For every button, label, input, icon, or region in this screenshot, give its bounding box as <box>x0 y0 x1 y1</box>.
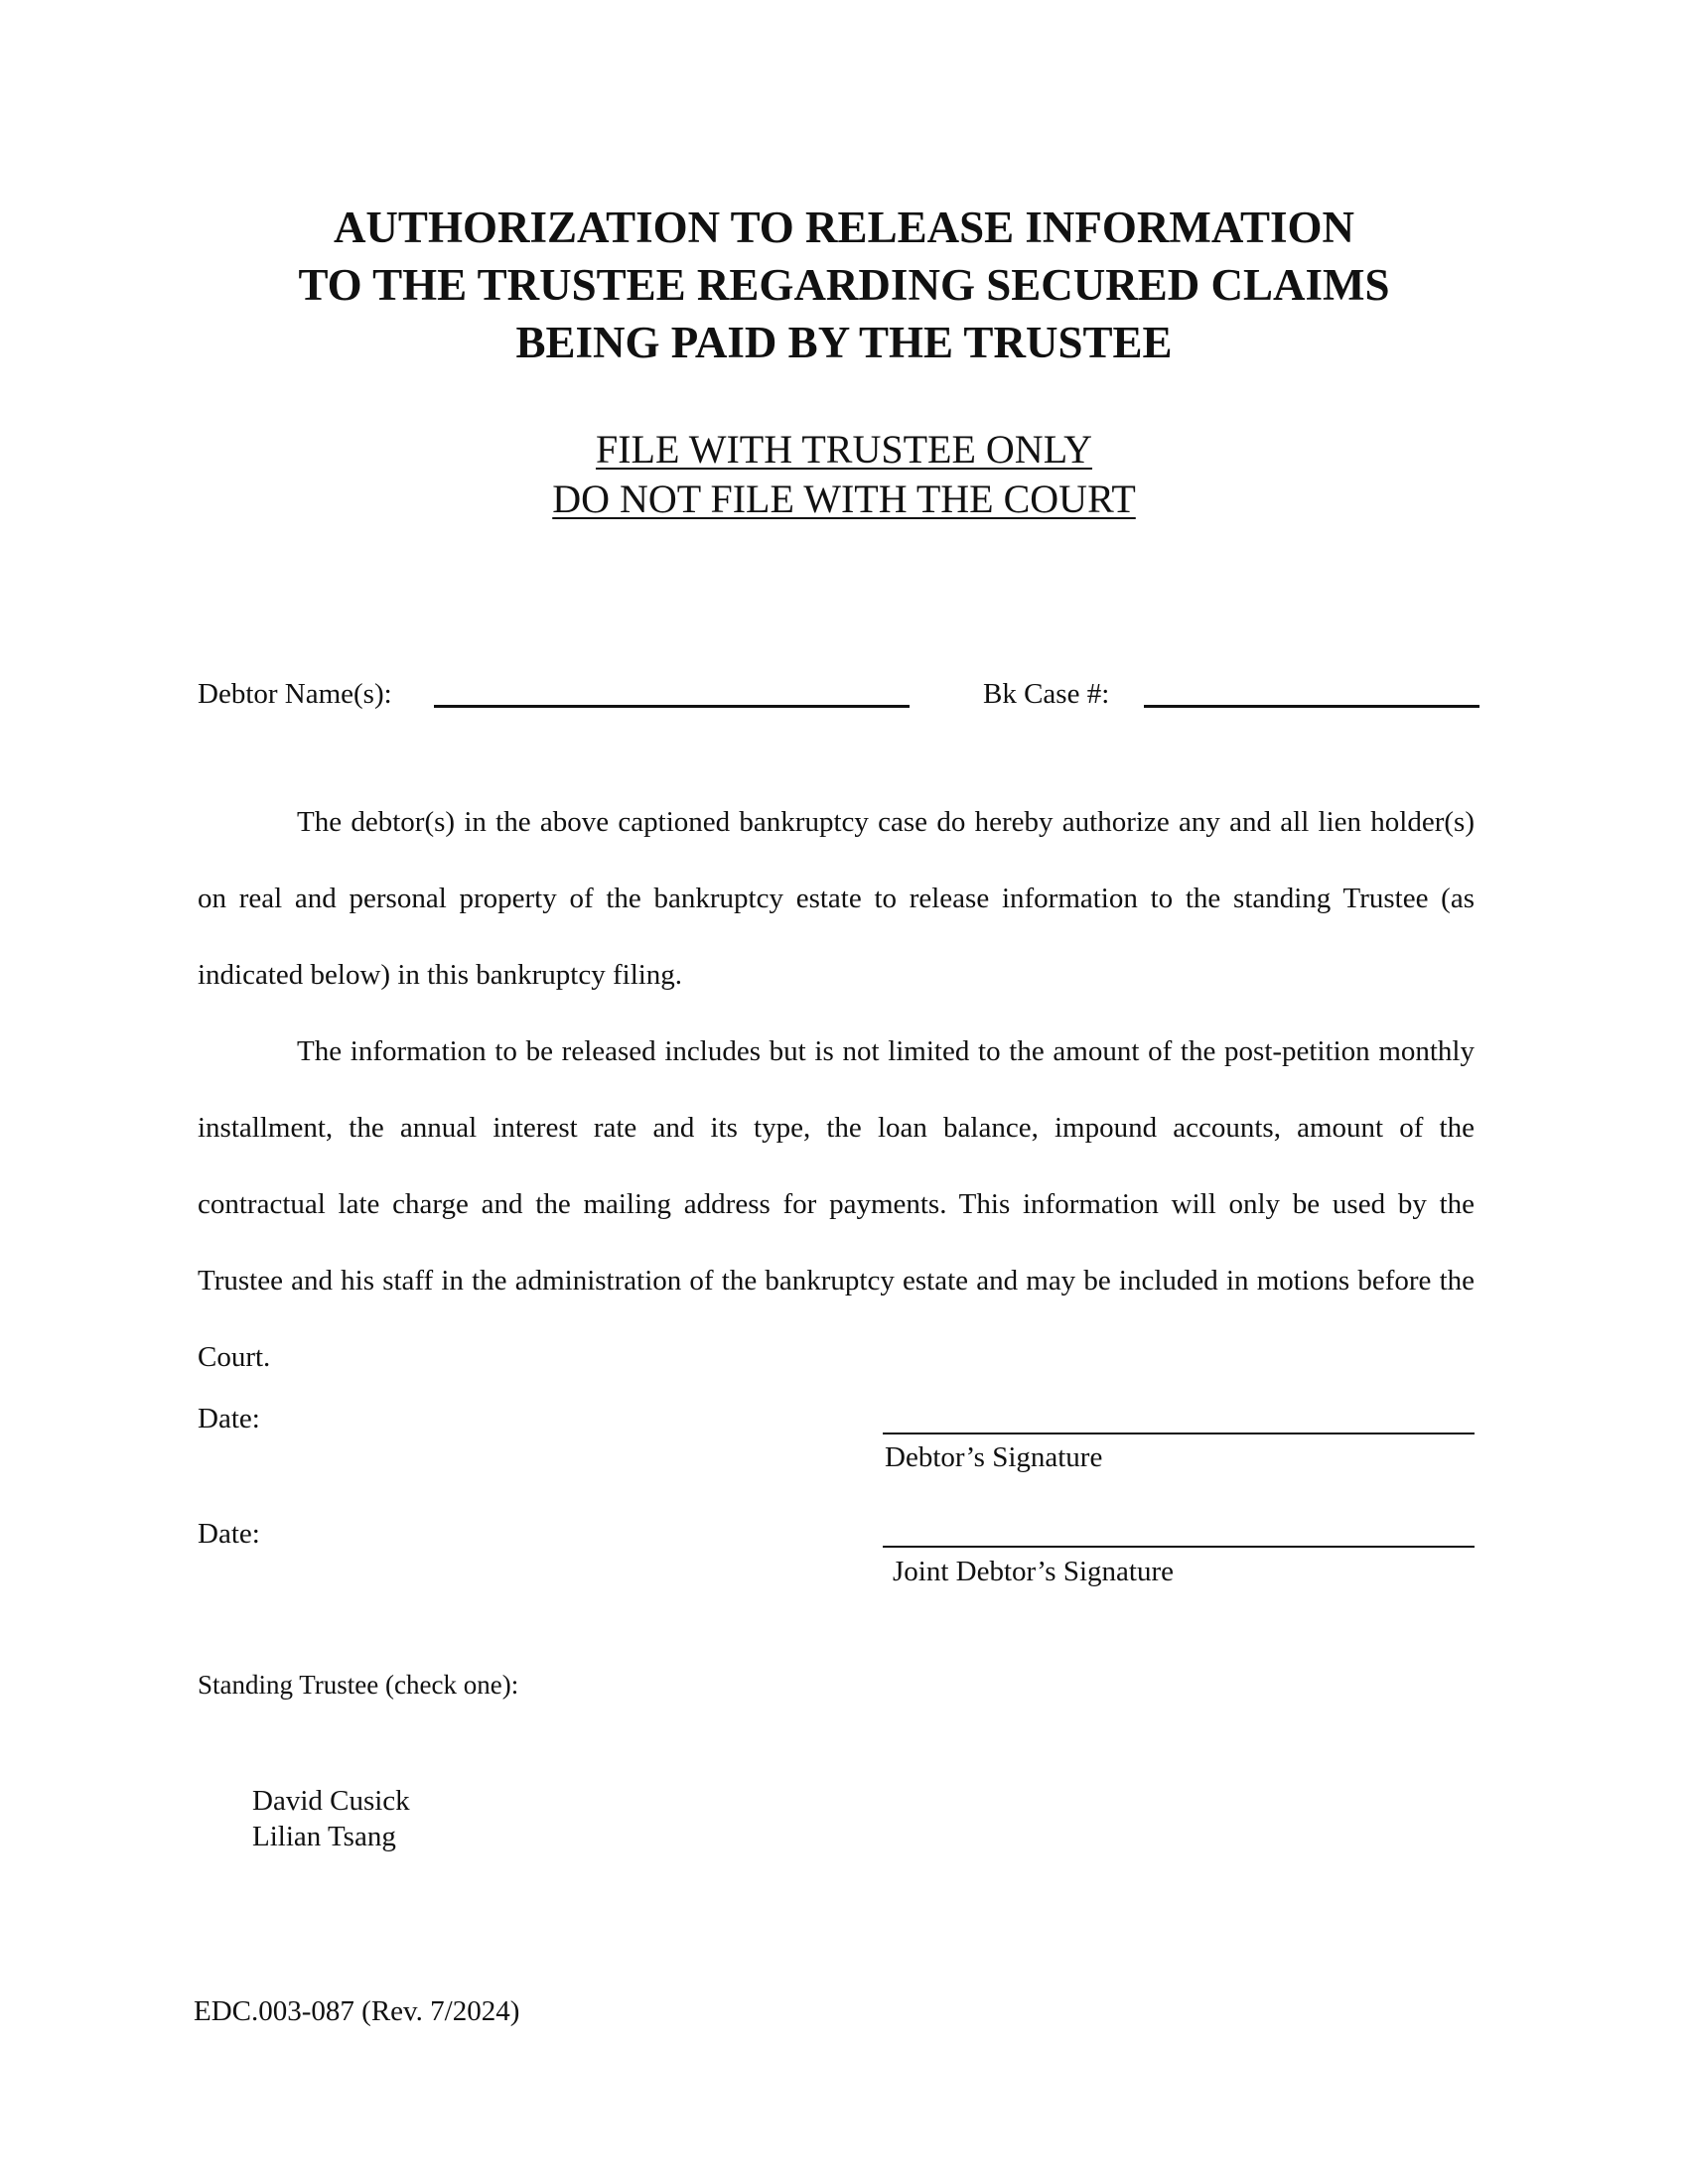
form-number: EDC.003-087 (Rev. 7/2024) <box>194 1995 520 2027</box>
case-number-label: Bk Case #: <box>983 678 1110 710</box>
title-line: BEING PAID BY THE TRUSTEE <box>515 318 1173 367</box>
debtor-name-field[interactable] <box>434 705 910 708</box>
subtitle-line: DO NOT FILE WITH THE COURT <box>552 477 1136 521</box>
authorization-text <box>198 784 1475 1396</box>
joint-debtor-signature-label: Joint Debtor’s Signature <box>893 1556 1174 1587</box>
debtor-signature-label: Debtor’s Signature <box>885 1441 1103 1473</box>
trustee-option-david-cusick[interactable]: David Cusick <box>252 1785 410 1817</box>
case-number-field[interactable] <box>1144 705 1479 708</box>
joint-debtor-signature-field[interactable] <box>883 1546 1475 1548</box>
filing-instructions <box>0 425 1688 524</box>
date-label: Date: <box>198 1403 260 1434</box>
title-line: AUTHORIZATION TO RELEASE INFORMATION <box>333 203 1355 252</box>
title-line: TO THE TRUSTEE REGARDING SECURED CLAIMS <box>298 260 1390 310</box>
date-label: Date: <box>198 1518 260 1550</box>
standing-trustee-label: Standing Trustee (check one): <box>198 1670 519 1700</box>
form-title <box>0 199 1688 371</box>
debtor-name-label: Debtor Name(s): <box>198 678 392 710</box>
subtitle-line: FILE WITH TRUSTEE ONLY <box>595 427 1093 472</box>
paragraph: The debtor(s) in the above captioned bankruptcy case do hereby authorize any and all lien holder(s) on real and personal property of the bankruptcy estate to release information to the standing Trustee (as indicated below) in this bankruptcy filing. <box>198 806 1475 991</box>
debtor-signature-field[interactable] <box>883 1433 1475 1434</box>
trustee-option-lilian-tsang[interactable]: Lilian Tsang <box>252 1821 396 1852</box>
paragraph: The information to be released includes but is not limited to the amount of the post-petition monthly installment, the annual interest rate and its type, the loan balance, impound accounts, amount of the contractual late charge and the mailing address for payments. This information will only be used by the Trustee and his staff in the administration of the bankruptcy estate and may be included in motions before the Court. <box>198 1035 1475 1373</box>
